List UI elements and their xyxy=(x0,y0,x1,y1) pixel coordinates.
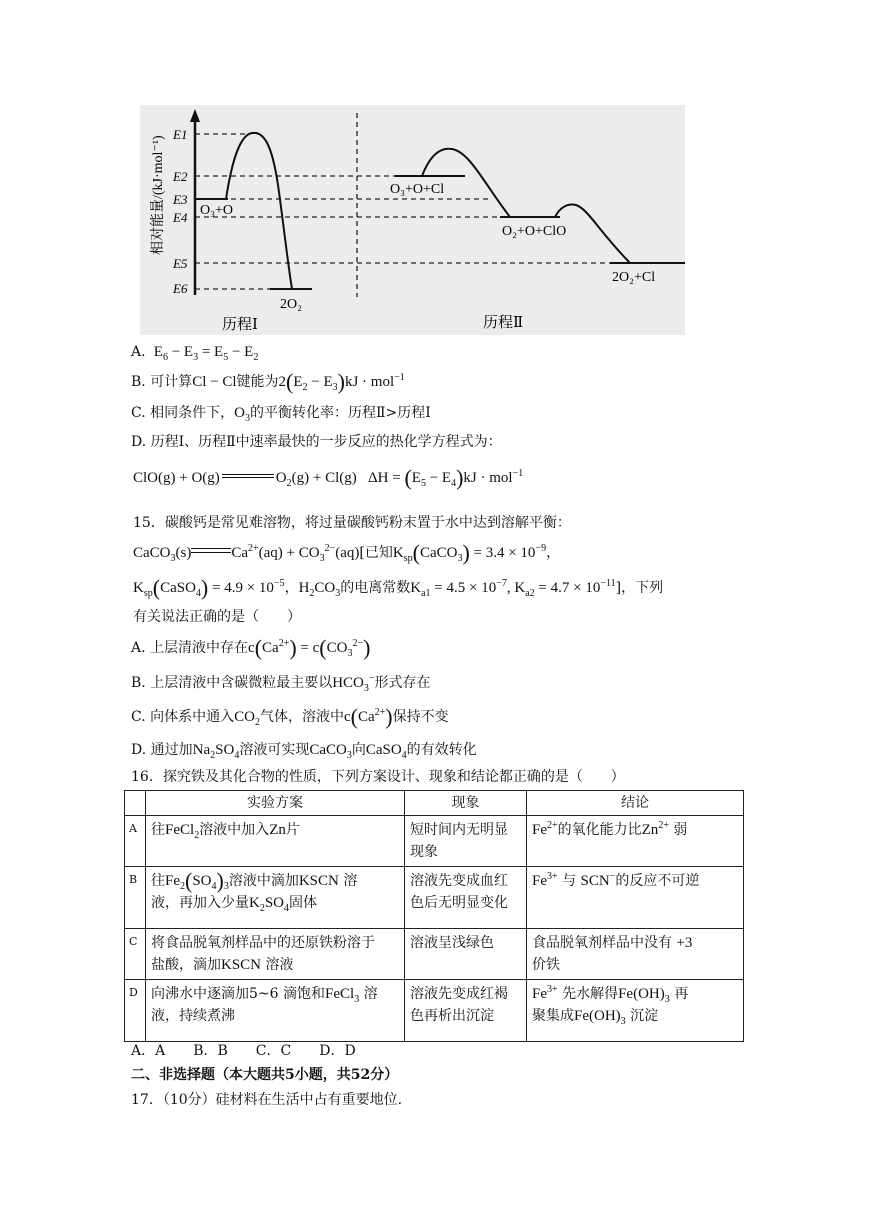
text: 液，再加入少量 xyxy=(151,895,249,911)
q15-option-c xyxy=(131,704,449,729)
text: 5~6 xyxy=(249,986,279,1002)
row-plan xyxy=(146,980,405,1042)
formula: $HCO_3^-$ xyxy=(332,673,375,694)
header-blank xyxy=(125,791,146,816)
diagram-background xyxy=(140,105,685,335)
option-text: 可计算 xyxy=(150,374,193,390)
text: 溶液中滴加 xyxy=(228,873,299,889)
text: 先水解得 xyxy=(562,986,619,1002)
formula: $O_3$ xyxy=(234,405,250,424)
q14-option-b xyxy=(131,369,405,394)
option-text: A. 上层清液中存在 xyxy=(131,640,249,656)
text: 滴饱和 xyxy=(283,986,325,1002)
text: 溶 xyxy=(363,986,378,1002)
formula: $c(Ca^{2+})$ xyxy=(343,704,393,729)
energy-diagram xyxy=(140,105,685,335)
formula: CaCO$_3$(s) $Ca^{2+}(aq) + CO_3^{2-}(aq)$ xyxy=(133,543,360,564)
label-o3-o: O₃+O xyxy=(200,203,233,218)
option-letter: C. xyxy=(131,405,146,421)
q14-option-c xyxy=(131,403,431,423)
formula: $Fe(OH)_3$ xyxy=(618,986,670,1005)
option-text: D. 通过加 xyxy=(131,742,193,758)
formula: FeCl$_2$ xyxy=(165,822,200,841)
formula: FeCl$_3$ xyxy=(325,986,360,1005)
formula: $Fe^{3+}$ xyxy=(532,984,558,1002)
row-label: B xyxy=(125,867,146,929)
label-path-one: 历程Ⅰ xyxy=(222,317,258,333)
level-e3: E3 xyxy=(173,192,188,207)
q17-stem: 17．（10分）硅材料在生活中占有重要地位. xyxy=(131,1092,403,1108)
formula: $K_2SO_4$ xyxy=(249,895,290,914)
row-label: D xyxy=(125,980,146,1042)
row-phenomenon: 溶液呈浅绿色 xyxy=(405,929,527,980)
table-row xyxy=(125,867,744,929)
formula: $_2CO_3$ xyxy=(309,580,341,599)
text: 的反应不可逆 xyxy=(615,873,700,889)
option-text: 气体，溶液中 xyxy=(259,709,344,725)
option-text: 形式存在 xyxy=(374,675,431,691)
text: 聚集成 xyxy=(532,1008,574,1024)
row-conclusion xyxy=(527,980,744,1042)
formula: $K_{sp}(CaSO_4) = 4.9 \times 10^{-5}$ xyxy=(133,575,285,600)
row-plan xyxy=(146,816,405,867)
q14-option-d xyxy=(131,432,502,452)
option-letter: B. xyxy=(131,374,146,390)
option-text: B. 上层清液中含碳微粒最主要以 xyxy=(131,675,333,691)
q14-option-a xyxy=(131,342,258,362)
formula: $2(E_2 - E_3)kJ \cdot mol^{-1}$ xyxy=(278,369,405,394)
q15-option-d xyxy=(131,740,477,760)
formula: SCN− xyxy=(580,871,616,889)
q15-stem: 15．碳酸钙是常见难溶物，将过量碳酸钙粉末置于水中达到溶解平衡： xyxy=(133,515,571,531)
y-axis-label: 相对能量/(kJ·mol⁻¹) xyxy=(151,135,166,255)
option-letter: A. xyxy=(131,344,146,360)
text: 溶液中加入 xyxy=(199,822,270,838)
q15-equilibrium: CaCO$_3$(s) $Ca^{2+}(aq) + CO_3^{2-}(aq)$[已知$K_{sp}(CaCO_3) = 3.4 \times 10^{-9}$， xyxy=(133,540,561,565)
level-e6: E6 xyxy=(173,281,188,296)
formula: $Fe^{3+}$ xyxy=(532,871,558,889)
option-text: 相同条件下， xyxy=(150,405,235,421)
formula: KSCN xyxy=(221,957,262,973)
text: 与 xyxy=(562,873,577,889)
text: 片 xyxy=(285,822,300,838)
formula: $Zn^{2+}$ xyxy=(641,820,669,838)
text: [已知 xyxy=(359,545,393,561)
q15-option-a xyxy=(131,635,371,660)
q16-stem: 16．探究铁及其化合物的性质，下列方案设计、现象和结论都正确的是（ ） xyxy=(131,769,625,785)
row-plan xyxy=(146,867,405,929)
table-row xyxy=(125,816,744,867)
q15-stem-end: 有关说法正确的是（ ） xyxy=(133,609,301,625)
text: ]，下列 xyxy=(615,580,664,596)
text: 将食品脱氧剂样品中的还原铁粉溶于 xyxy=(151,935,375,951)
section-title: 二、非选择题（本大题共5小题，共52分） xyxy=(131,1067,399,1083)
formula: $Na_2SO_4$ xyxy=(192,742,240,761)
formula: $K_{sp}(CaCO_3) = 3.4 \times 10^{-9}$ xyxy=(392,540,547,565)
table-header-row xyxy=(125,791,744,816)
header-conclusion: 结论 xyxy=(527,791,744,816)
formula: $E_6 - E_3 = E_5 - E_2$ xyxy=(150,344,259,363)
formula: $Fe^{2+}$ xyxy=(532,820,558,838)
text: 价铁 xyxy=(532,957,560,973)
formula: Cl − Cl xyxy=(192,374,237,390)
formula: $K_{a1} = 4.5 \times 10^{-7}$, $K_{a2} = 4.7 \times 10^{-11}$ xyxy=(410,578,616,599)
text: 沉淀 xyxy=(630,1008,659,1024)
formula: +3 xyxy=(676,935,693,951)
header-plan: 实验方案 xyxy=(146,791,405,816)
option-text: 的平衡转化率：历程Ⅱ>历程Ⅰ xyxy=(249,405,431,421)
text: 的电离常数 xyxy=(340,580,411,596)
header-phenomenon: 现象 xyxy=(405,791,527,816)
text: 盐酸，滴加 xyxy=(151,957,221,973)
row-conclusion xyxy=(527,816,744,867)
formula: $c(Ca^{2+}) = c(CO_3^{2-})$ xyxy=(248,635,371,660)
label-2o2-cl: 2O₂+Cl xyxy=(612,270,656,285)
text: 的氧化能力比 xyxy=(557,822,642,838)
formula: CaCO$_3$ xyxy=(309,742,352,761)
q15-option-b xyxy=(131,673,431,693)
label-o3-o-cl: O₃+O+Cl xyxy=(390,182,445,197)
formula: $Fe_2(SO_4)_3$ xyxy=(165,868,229,893)
table-row xyxy=(125,929,744,980)
label-2o2: 2O₂ xyxy=(280,297,302,312)
text: 再 xyxy=(674,986,689,1002)
text: 溶液 xyxy=(265,957,294,973)
formula: Zn xyxy=(269,822,286,838)
option-text: 向 xyxy=(351,742,366,758)
text: 溶 xyxy=(343,873,358,889)
row-label: C xyxy=(125,929,146,980)
text: 固体 xyxy=(289,895,318,911)
label-o2-o-clo: O₂+O+ClO xyxy=(502,224,567,239)
level-e4: E4 xyxy=(173,210,188,225)
formula: $Fe(OH)_3$ xyxy=(574,1008,626,1027)
option-letter: D. xyxy=(131,434,147,450)
text: 食品脱氧剂样品中没有 xyxy=(532,935,672,951)
option-text: C. 向体系中通入 xyxy=(131,709,235,725)
option-text: 键能为 xyxy=(236,374,279,390)
option-text: 的有效转化 xyxy=(406,742,477,758)
q14-equation: ClO(g) + O(g) $O_2(g) + Cl(g) \Delta H = (E_5 - E_4)kJ \cdot mol^{-1}$ xyxy=(133,465,524,490)
option-text: 保持不变 xyxy=(392,709,449,725)
option-text: 历程Ⅰ、历程Ⅱ中速率最快的一步反应的热化学方程式为： xyxy=(150,434,502,450)
formula: CaSO$_4$ xyxy=(365,742,407,761)
table-row xyxy=(125,980,744,1042)
label-path-two: 历程Ⅱ xyxy=(483,315,524,331)
q16-table xyxy=(124,790,744,1042)
row-label: A xyxy=(125,816,146,867)
row-plan xyxy=(146,929,405,980)
q15-constants: $K_{sp}(CaSO_4) = 4.9 \times 10^{-5}$，$H_2CO_3$的电离常数$K_{a1} = 4.5 \times 10^{-7}$, $K_{a2} = 4.7 \times 10^{-11}$]，下列 xyxy=(133,575,664,600)
text: 弱 xyxy=(673,822,688,838)
level-e1: E1 xyxy=(173,127,188,142)
row-conclusion xyxy=(527,867,744,929)
text: H xyxy=(298,580,310,596)
text: 往 xyxy=(151,873,165,889)
row-phenomenon: 溶液先变成血红色后无明显变化 xyxy=(405,867,527,929)
level-e2: E2 xyxy=(173,169,188,184)
row-phenomenon: 短时间内无明显现象 xyxy=(405,816,527,867)
row-phenomenon: 溶液先变成红褐色再析出沉淀 xyxy=(405,980,527,1042)
text: 向沸水中逐滴加 xyxy=(151,986,249,1002)
q16-options: A．A B．B C．C D．D xyxy=(131,1043,356,1059)
level-e5: E5 xyxy=(173,256,188,271)
formula: KSCN xyxy=(298,873,339,889)
text: 液，持续煮沸 xyxy=(151,1008,235,1024)
row-conclusion xyxy=(527,929,744,980)
text: 往 xyxy=(151,822,165,838)
formula: $CO_2$ xyxy=(234,709,260,728)
option-text: 溶液可实现 xyxy=(239,742,310,758)
